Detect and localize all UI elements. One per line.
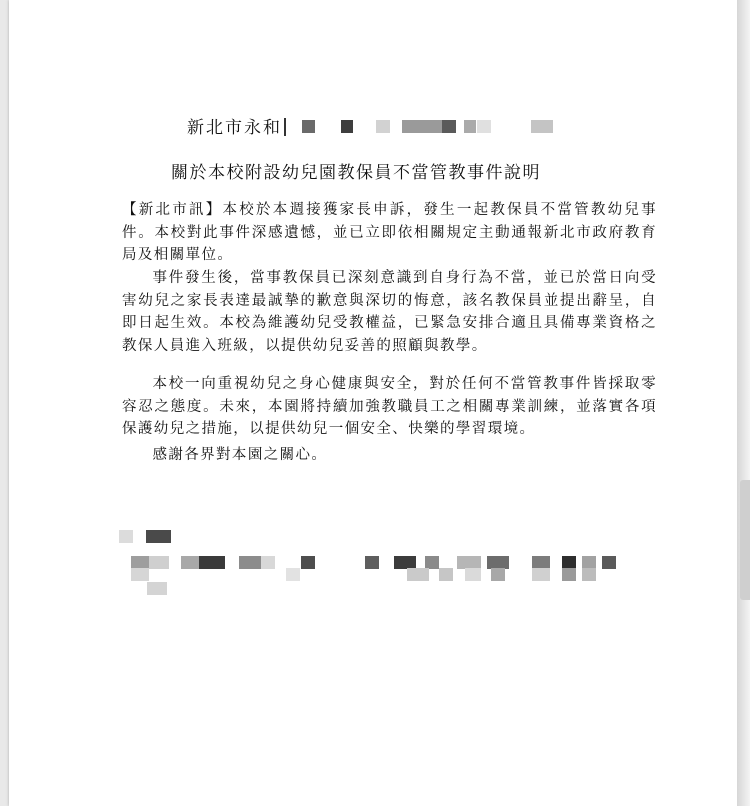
text-cursor xyxy=(284,118,286,136)
school-name-line xyxy=(187,113,286,138)
paragraph-4: 感謝各界對本園之關心。 xyxy=(152,447,328,463)
page-edge xyxy=(737,0,750,806)
paragraph-1: 【新北市訊】本校於本週接獲家長申訴，發生一起教保員不當管教幼兒事件。本校對此事件深感遺憾，並已立即依相關規定主動通報新北市政府教育局及相關單位。 xyxy=(122,202,657,263)
paragraph-3: 本校一向重視幼兒之身心健康與安全，對於任何不當管教事件皆採取零容忍之態度。未來，本園將持續加強教職員工之相關專業訓練，並落實各項保護幼兒之措施，以提供幼兒一個安全、快樂的學習環境。 xyxy=(122,376,657,437)
document-page xyxy=(9,0,737,806)
document-title: 關於本校附設幼兒園教保員不當管教事件說明 xyxy=(171,163,541,183)
page-edge-tab xyxy=(740,480,750,600)
paragraph-2: 事件發生後，當事教保員已深刻意識到自身行為不當，並已於當日向受害幼兒之家長表達最誠摯的歉意與深切的悔意，該名教保員並提出辭呈，自即日起生效。本校為維護幼兒受教權益，已緊急安排合適且具備專業資格之教保人員進入班級，以提供幼兒妥善的照顧與教學。 xyxy=(122,270,657,354)
school-name-prefix: 新北市永和 xyxy=(187,118,282,138)
